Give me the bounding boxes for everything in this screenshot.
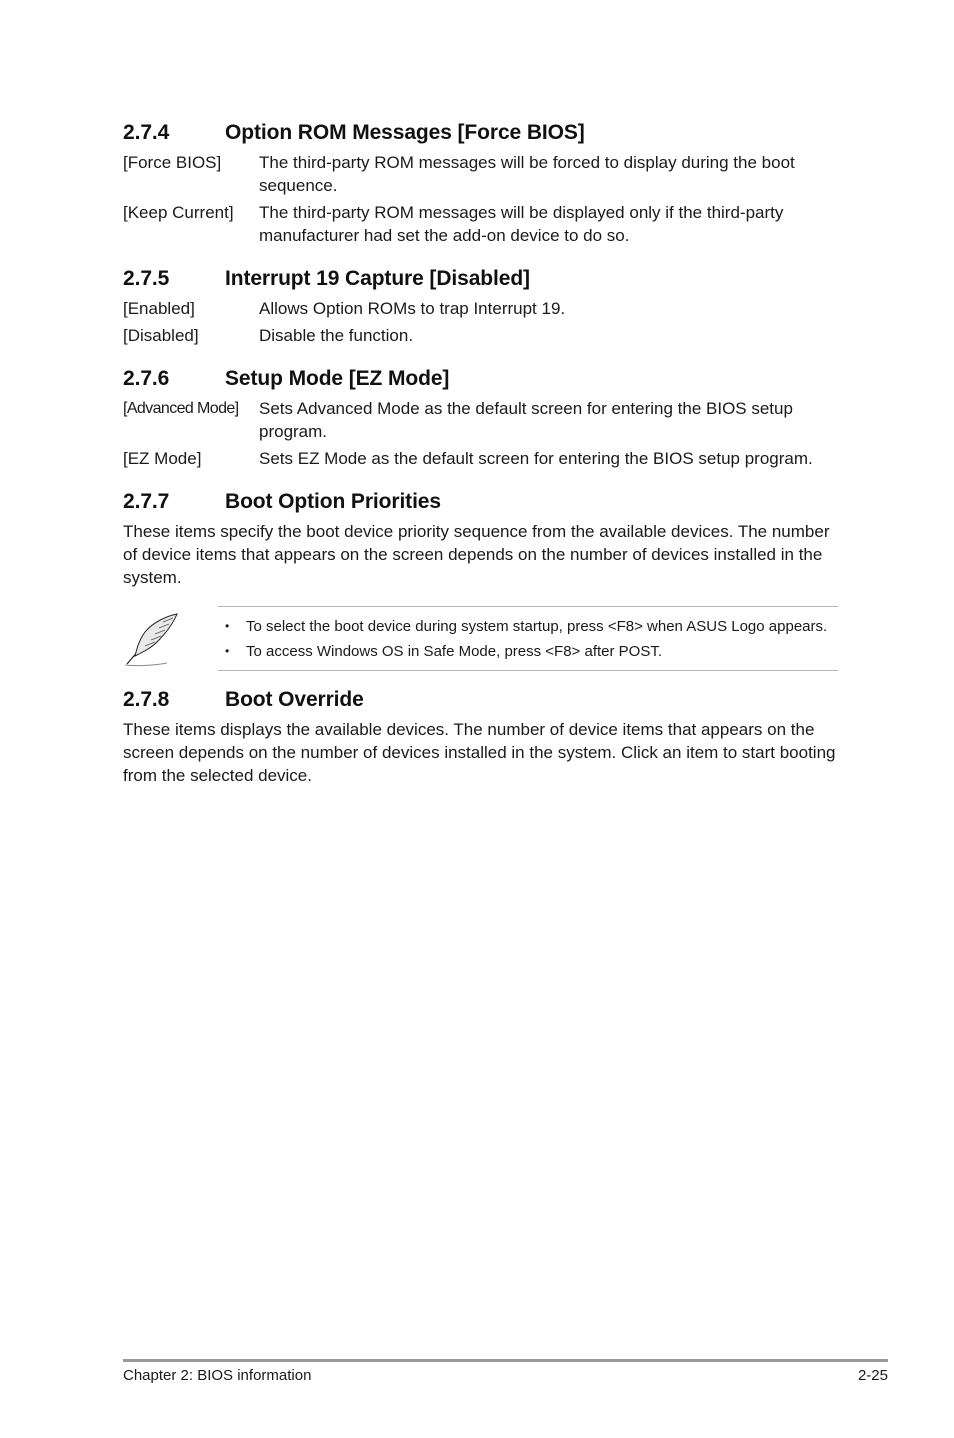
note-text: To select the boot device during system startup, press <F8> when ASUS Logo appears. bbox=[246, 618, 828, 635]
section-number: 2.7.7 bbox=[123, 490, 170, 513]
note-content bbox=[218, 606, 838, 671]
footer-chapter: Chapter 2: BIOS information bbox=[123, 1367, 312, 1384]
option-row bbox=[123, 324, 838, 347]
page-content bbox=[123, 118, 838, 787]
section-title-text: Setup Mode [EZ Mode] bbox=[225, 367, 450, 390]
footer-divider bbox=[123, 1359, 888, 1362]
note-text: To access Windows OS in Safe Mode, press <F8> after POST. bbox=[246, 643, 663, 660]
section-title-text: Boot Override bbox=[225, 688, 364, 711]
feather-pen-icon bbox=[123, 606, 218, 666]
section-number: 2.7.8 bbox=[123, 688, 170, 711]
option-row bbox=[123, 447, 838, 470]
option-description: Sets Advanced Mode as the default screen for entering the BIOS setup program. bbox=[259, 399, 793, 441]
section-paragraph: These items specify the boot device priority sequence from the available devices. The number of device items that appears on the screen depends on the number of devices installed in the system. bbox=[123, 522, 830, 587]
option-key: [EZ Mode] bbox=[123, 449, 202, 468]
section-number: 2.7.4 bbox=[123, 121, 170, 144]
option-key: [Keep Current] bbox=[123, 203, 234, 222]
option-row bbox=[123, 297, 838, 320]
section-paragraph: These items displays the available devices. The number of device items that appears on the screen depends on the number of devices installed in the system. Click an item to start booting from the selected device. bbox=[123, 720, 836, 785]
option-description: The third-party ROM messages will be forced to display during the boot sequence. bbox=[259, 153, 795, 195]
list-item: • To access Windows OS in Safe Mode, press <F8> after POST. bbox=[225, 643, 663, 660]
section-title-interrupt-19 bbox=[123, 264, 838, 294]
option-row bbox=[123, 201, 838, 247]
section-title-setup-mode bbox=[123, 364, 838, 394]
footer-page-number: 2-25 bbox=[857, 1367, 888, 1384]
option-key: [Advanced Mode] bbox=[123, 400, 239, 417]
section-title-text: Interrupt 19 Capture [Disabled] bbox=[225, 267, 530, 290]
list-item: • To select the boot device during system startup, press <F8> when ASUS Logo appears. bbox=[225, 618, 828, 635]
option-row bbox=[123, 397, 838, 443]
option-description: Sets EZ Mode as the default screen for entering the BIOS setup program. bbox=[259, 449, 813, 468]
section-title-boot-override bbox=[123, 685, 838, 715]
option-description: Allows Option ROMs to trap Interrupt 19. bbox=[259, 299, 566, 318]
option-key: [Enabled] bbox=[123, 299, 195, 318]
section-number: 2.7.5 bbox=[123, 267, 170, 290]
option-key: [Disabled] bbox=[123, 326, 199, 345]
section-title-text: Option ROM Messages [Force BIOS] bbox=[225, 121, 585, 144]
option-key: [Force BIOS] bbox=[123, 153, 222, 172]
option-row bbox=[123, 151, 838, 197]
section-title-option-rom bbox=[123, 118, 838, 148]
option-description: The third-party ROM messages will be displayed only if the third-party manufacturer had set the add-on device to do so. bbox=[259, 203, 784, 245]
option-description: Disable the function. bbox=[259, 326, 414, 345]
note-box bbox=[123, 606, 838, 671]
section-title-boot-option-priorities bbox=[123, 487, 838, 517]
section-title-text: Boot Option Priorities bbox=[225, 490, 441, 513]
section-number: 2.7.6 bbox=[123, 367, 170, 390]
